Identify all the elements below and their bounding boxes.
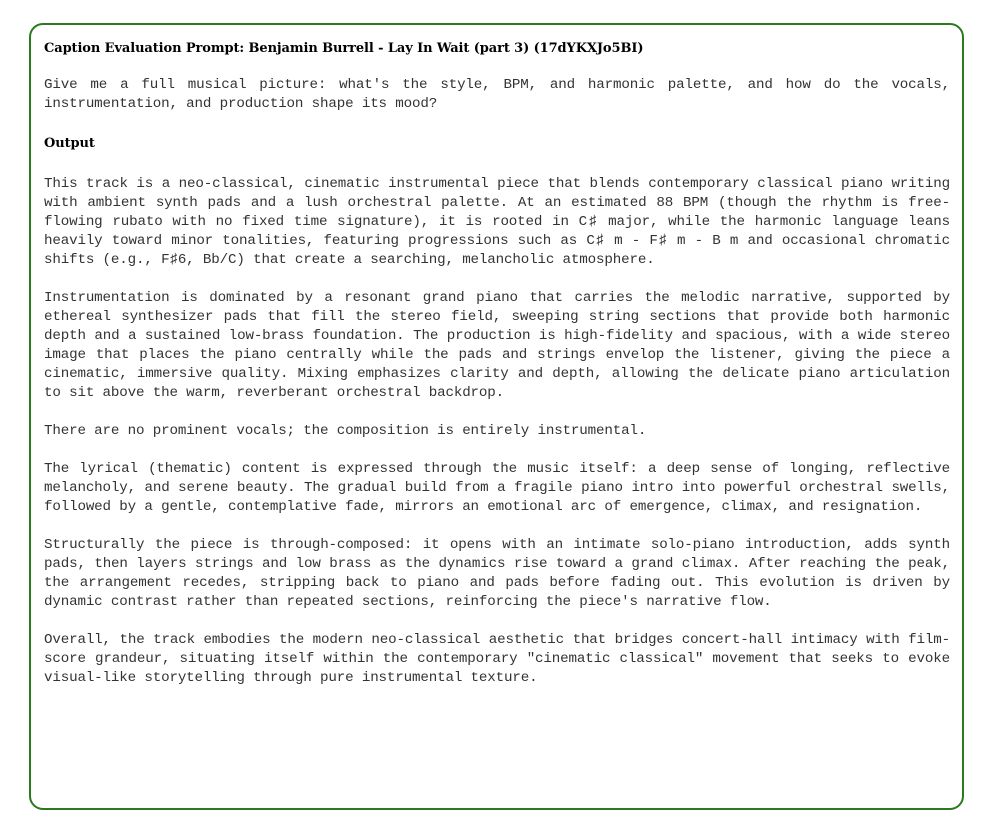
output-paragraph-overall: Overall, the track embodies the modern neo-classical aesthetic that bridges concert-hall intimacy with film-score grandeur, situating itself within the contemporary "cinematic classical" movement that seeks to evoke visual-like storytelling through pure instrumental texture. [44, 632, 950, 686]
output-paragraph-structure: Structurally the piece is through-composed: it opens with an intimate solo-piano introduction, adds synth pads, then layers strings and low brass as the dynamics rise toward a grand climax. After reaching the peak, the arrangement recedes, stripping back to piano and pads before fading out. This evolution is driven by dynamic contrast rather than repeated sections, reinforcing the piece's narrative flow. [44, 537, 950, 610]
output-paragraph-vocals: There are no prominent vocals; the composition is entirely instrumental. [44, 423, 647, 439]
caption-evaluation-card [29, 23, 964, 810]
output-paragraph-thematic: The lyrical (thematic) content is expressed through the music itself: a deep sense of longing, reflective melancholy, and serene beauty. The gradual build from a fragile piano intro into powerful orchestral swells, followed by a gentle, contemplative fade, mirrors an emotional arc of emergence, climax, and resignation. [44, 461, 950, 515]
card-title: Caption Evaluation Prompt: Benjamin Burrell - Lay In Wait (part 3) (17dYKXJo5BI) [44, 41, 644, 56]
output-label: Output [44, 136, 95, 151]
output-paragraph-instrumentation: Instrumentation is dominated by a resonant grand piano that carries the melodic narrative, supported by ethereal synthesizer pads that fill the stereo field, sweeping string sections that provide both harmonic depth and a sustained low-brass foundation. The production is high-fidelity and spacious, with a wide stereo image that places the piano centrally while the pads and strings envelop the listener, giving the piece a cinematic, immersive quality. Mixing emphasizes clarity and depth, allowing the delicate piano articulation to sit above the warm, reverberant orchestral backdrop. [44, 290, 950, 401]
prompt-text: Give me a full musical picture: what's the style, BPM, and harmonic palette, and how do the vocals, instrumentation, and production shape its mood? [44, 77, 950, 112]
output-paragraph-style: This track is a neo-classical, cinematic instrumental piece that blends contemporary classical piano writing with ambient synth pads and a lush orchestral palette. At an estimated 88 BPM (though the rhythm is free-flowing rubato with no fixed time signature), it is rooted in C♯ major, while the harmonic language leans heavily toward minor tonalities, featuring progressions such as C♯ m - F♯ m - B m and occasional chromatic shifts (e.g., F♯6, Bb/C) that create a searching, melancholic atmosphere. [44, 176, 950, 268]
